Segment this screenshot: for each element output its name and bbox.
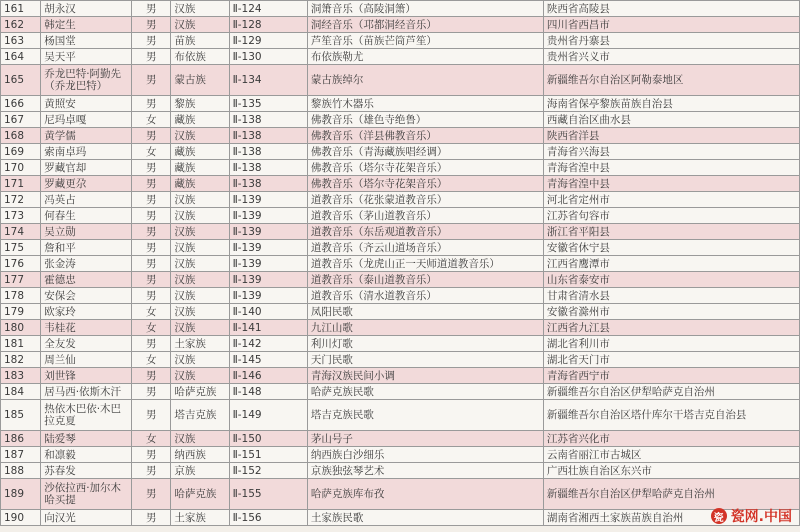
project-code-cell: Ⅱ-138 xyxy=(229,128,307,144)
row-number-cell: 170 xyxy=(1,160,41,176)
project-name-cell: 利川灯歌 xyxy=(307,336,543,352)
inheritor-name-cell: 周兰仙 xyxy=(41,352,132,368)
table-row xyxy=(1,510,800,526)
ethnicity-cell: 藏族 xyxy=(171,144,229,160)
project-name-cell: 九江山歌 xyxy=(307,320,543,336)
project-code-cell: Ⅱ-139 xyxy=(229,288,307,304)
inheritor-name-cell: 冯英占 xyxy=(41,192,132,208)
region-cell: 湖北省利川市 xyxy=(543,336,799,352)
ethnicity-cell: 汉族 xyxy=(171,256,229,272)
table-row xyxy=(1,463,800,479)
watermark xyxy=(711,506,792,526)
project-name-cell: 京族独弦琴艺术 xyxy=(307,463,543,479)
ethnicity-cell: 京族 xyxy=(171,463,229,479)
project-code-cell: Ⅱ-129 xyxy=(229,33,307,49)
ethnicity-cell: 蒙古族 xyxy=(171,65,229,96)
ethnicity-cell: 苗族 xyxy=(171,33,229,49)
table-row xyxy=(1,1,800,17)
project-name-cell: 佛教音乐（塔尔寺花架音乐） xyxy=(307,176,543,192)
table-row xyxy=(1,96,800,112)
region-cell: 陕西省高陵县 xyxy=(543,1,799,17)
inheritor-name-cell: 詹和平 xyxy=(41,240,132,256)
project-name-cell: 纳西族白沙细乐 xyxy=(307,447,543,463)
table-row xyxy=(1,144,800,160)
row-number-cell: 183 xyxy=(1,368,41,384)
row-number-cell: 173 xyxy=(1,208,41,224)
project-name-cell: 塔吉克族民歌 xyxy=(307,400,543,431)
ethnicity-cell: 布依族 xyxy=(171,49,229,65)
row-number-cell: 188 xyxy=(1,463,41,479)
table-row xyxy=(1,192,800,208)
ethnicity-cell: 汉族 xyxy=(171,304,229,320)
gender-cell: 男 xyxy=(132,510,171,526)
region-cell: 新疆维吾尔自治区伊犁哈萨克自治州 xyxy=(543,479,799,510)
inheritor-name-cell: 安保会 xyxy=(41,288,132,304)
gender-cell: 男 xyxy=(132,240,171,256)
ethnicity-cell: 哈萨克族 xyxy=(171,479,229,510)
row-number-cell: 184 xyxy=(1,384,41,400)
table-row xyxy=(1,336,800,352)
gender-cell: 男 xyxy=(132,176,171,192)
inheritor-name-cell: 欧家玲 xyxy=(41,304,132,320)
table-row xyxy=(1,224,800,240)
project-code-cell: Ⅱ-139 xyxy=(229,240,307,256)
row-number-cell: 169 xyxy=(1,144,41,160)
project-name-cell: 道教音乐（东岳观道教音乐） xyxy=(307,224,543,240)
project-name-cell: 哈萨克族库布孜 xyxy=(307,479,543,510)
row-number-cell: 179 xyxy=(1,304,41,320)
ethnicity-cell: 汉族 xyxy=(171,240,229,256)
region-cell: 新疆维吾尔自治区伊犁哈萨克自治州 xyxy=(543,384,799,400)
row-number-cell: 172 xyxy=(1,192,41,208)
project-name-cell: 茅山号子 xyxy=(307,431,543,447)
gender-cell: 女 xyxy=(132,144,171,160)
ethnicity-cell: 汉族 xyxy=(171,128,229,144)
gender-cell: 男 xyxy=(132,224,171,240)
inheritor-name-cell: 何春生 xyxy=(41,208,132,224)
ethnicity-cell: 汉族 xyxy=(171,352,229,368)
gender-cell: 男 xyxy=(132,33,171,49)
ethnicity-cell: 哈萨克族 xyxy=(171,384,229,400)
region-cell: 江西省鹰潭市 xyxy=(543,256,799,272)
ethnicity-cell: 黎族 xyxy=(171,96,229,112)
project-code-cell: Ⅱ-139 xyxy=(229,192,307,208)
region-cell: 青海省兴海县 xyxy=(543,144,799,160)
gender-cell: 女 xyxy=(132,431,171,447)
project-code-cell: Ⅱ-151 xyxy=(229,447,307,463)
gender-cell: 男 xyxy=(132,288,171,304)
table-row xyxy=(1,176,800,192)
row-number-cell: 167 xyxy=(1,112,41,128)
table-row xyxy=(1,33,800,49)
gender-cell: 男 xyxy=(132,272,171,288)
region-cell: 新疆维吾尔自治区塔什库尔干塔吉克自治县 xyxy=(543,400,799,431)
ethnicity-cell: 塔吉克族 xyxy=(171,400,229,431)
project-name-cell: 芦笙音乐（苗族芒筒芦笙） xyxy=(307,33,543,49)
table-row xyxy=(1,447,800,463)
ethnicity-cell: 汉族 xyxy=(171,288,229,304)
project-name-cell: 道教音乐（齐云山道场音乐） xyxy=(307,240,543,256)
ethnicity-cell: 汉族 xyxy=(171,224,229,240)
table-row xyxy=(1,384,800,400)
ethnicity-cell: 藏族 xyxy=(171,160,229,176)
inheritor-name-cell: 吴天平 xyxy=(41,49,132,65)
project-code-cell: Ⅱ-130 xyxy=(229,49,307,65)
region-cell: 云南省丽江市古城区 xyxy=(543,447,799,463)
inheritor-name-cell: 苏春发 xyxy=(41,463,132,479)
gender-cell: 女 xyxy=(132,112,171,128)
row-number-cell: 187 xyxy=(1,447,41,463)
row-number-cell: 165 xyxy=(1,65,41,96)
gender-cell: 女 xyxy=(132,320,171,336)
row-number-cell: 177 xyxy=(1,272,41,288)
row-number-cell: 161 xyxy=(1,1,41,17)
region-cell: 河北省定州市 xyxy=(543,192,799,208)
region-cell: 陕西省洋县 xyxy=(543,128,799,144)
project-name-cell: 道教音乐（泰山道教音乐） xyxy=(307,272,543,288)
table-row xyxy=(1,288,800,304)
region-cell: 湖北省天门市 xyxy=(543,352,799,368)
inheritor-name-cell: 尼玛卓嘎 xyxy=(41,112,132,128)
table-row xyxy=(1,49,800,65)
row-number-cell: 162 xyxy=(1,17,41,33)
project-code-cell: Ⅱ-134 xyxy=(229,65,307,96)
table-row xyxy=(1,256,800,272)
project-code-cell: Ⅱ-140 xyxy=(229,304,307,320)
project-code-cell: Ⅱ-145 xyxy=(229,352,307,368)
project-code-cell: Ⅱ-124 xyxy=(229,1,307,17)
inheritor-name-cell: 沙依拉西·加尔木哈买提 xyxy=(41,479,132,510)
project-code-cell: Ⅱ-139 xyxy=(229,256,307,272)
row-number-cell: 166 xyxy=(1,96,41,112)
ethnicity-cell: 藏族 xyxy=(171,176,229,192)
gender-cell: 男 xyxy=(132,256,171,272)
inheritor-name-cell: 居马西·依斯木汗 xyxy=(41,384,132,400)
ethnicity-cell: 汉族 xyxy=(171,431,229,447)
table-row xyxy=(1,400,800,431)
inheritor-name-cell: 陆爱琴 xyxy=(41,431,132,447)
gender-cell: 女 xyxy=(132,352,171,368)
gender-cell: 男 xyxy=(132,128,171,144)
row-number-cell: 163 xyxy=(1,33,41,49)
row-number-cell: 182 xyxy=(1,352,41,368)
inheritor-name-cell: 全友发 xyxy=(41,336,132,352)
region-cell: 安徽省休宁县 xyxy=(543,240,799,256)
project-code-cell: Ⅱ-138 xyxy=(229,144,307,160)
ethnicity-cell: 土家族 xyxy=(171,336,229,352)
ethnicity-cell: 汉族 xyxy=(171,208,229,224)
gender-cell: 男 xyxy=(132,208,171,224)
inheritor-name-cell: 热依木巴依·木巴拉克夏 xyxy=(41,400,132,431)
row-number-cell: 181 xyxy=(1,336,41,352)
inheritor-name-cell: 杨国堂 xyxy=(41,33,132,49)
project-name-cell: 洞经音乐（邛都洞经音乐） xyxy=(307,17,543,33)
ethnicity-cell: 汉族 xyxy=(171,17,229,33)
table-row xyxy=(1,352,800,368)
project-code-cell: Ⅱ-135 xyxy=(229,96,307,112)
project-name-cell: 道教音乐（茅山道教音乐） xyxy=(307,208,543,224)
project-code-cell: Ⅱ-141 xyxy=(229,320,307,336)
project-code-cell: Ⅱ-156 xyxy=(229,510,307,526)
table-row xyxy=(1,112,800,128)
region-cell: 四川省西昌市 xyxy=(543,17,799,33)
project-code-cell: Ⅱ-148 xyxy=(229,384,307,400)
inheritor-name-cell: 胡永汉 xyxy=(41,1,132,17)
row-number-cell: 174 xyxy=(1,224,41,240)
gender-cell: 男 xyxy=(132,65,171,96)
ethnicity-cell: 汉族 xyxy=(171,1,229,17)
gender-cell: 男 xyxy=(132,368,171,384)
project-code-cell: Ⅱ-150 xyxy=(229,431,307,447)
project-name-cell: 哈萨克族民歌 xyxy=(307,384,543,400)
ethnicity-cell: 纳西族 xyxy=(171,447,229,463)
row-number-cell: 164 xyxy=(1,49,41,65)
ethnicity-cell: 汉族 xyxy=(171,192,229,208)
project-name-cell: 洞箫音乐（高陵洞箫） xyxy=(307,1,543,17)
inheritor-name-cell: 索南卓玛 xyxy=(41,144,132,160)
gender-cell: 男 xyxy=(132,463,171,479)
project-code-cell: Ⅱ-139 xyxy=(229,272,307,288)
project-name-cell: 青海汉族民间小调 xyxy=(307,368,543,384)
project-name-cell: 佛教音乐（洋县佛教音乐） xyxy=(307,128,543,144)
inheritor-name-cell: 韩定生 xyxy=(41,17,132,33)
region-cell: 青海省湟中县 xyxy=(543,176,799,192)
ethnicity-cell: 汉族 xyxy=(171,272,229,288)
project-code-cell: Ⅱ-149 xyxy=(229,400,307,431)
table-row xyxy=(1,272,800,288)
ethnicity-cell: 汉族 xyxy=(171,320,229,336)
table-row xyxy=(1,128,800,144)
pottery-logo-icon: 瓷 xyxy=(711,508,727,524)
project-code-cell: Ⅱ-152 xyxy=(229,463,307,479)
project-name-cell: 佛教音乐（青海藏族唱经调） xyxy=(307,144,543,160)
project-name-cell: 佛教音乐（雄色寺绝鲁） xyxy=(307,112,543,128)
project-name-cell: 道教音乐（龙虎山正一天师道道教音乐） xyxy=(307,256,543,272)
region-cell: 湖南省湘西土家族苗族自治州 xyxy=(543,510,799,526)
table-row xyxy=(1,320,800,336)
region-cell: 西藏自治区曲水县 xyxy=(543,112,799,128)
project-code-cell: Ⅱ-146 xyxy=(229,368,307,384)
inheritor-name-cell: 黄学儒 xyxy=(41,128,132,144)
gender-cell: 男 xyxy=(132,96,171,112)
region-cell: 贵州省丹寨县 xyxy=(543,33,799,49)
table-row xyxy=(1,208,800,224)
table-row xyxy=(1,431,800,447)
inheritor-name-cell: 向汉光 xyxy=(41,510,132,526)
region-cell: 江西省九江县 xyxy=(543,320,799,336)
project-name-cell: 蒙古族绰尔 xyxy=(307,65,543,96)
project-code-cell: Ⅱ-139 xyxy=(229,224,307,240)
row-number-cell: 180 xyxy=(1,320,41,336)
project-code-cell: Ⅱ-142 xyxy=(229,336,307,352)
row-number-cell: 178 xyxy=(1,288,41,304)
region-cell: 广西壮族自治区东兴市 xyxy=(543,463,799,479)
row-number-cell: 186 xyxy=(1,431,41,447)
region-cell: 山东省泰安市 xyxy=(543,272,799,288)
gender-cell: 男 xyxy=(132,192,171,208)
gender-cell: 男 xyxy=(132,400,171,431)
table-row xyxy=(1,304,800,320)
gender-cell: 男 xyxy=(132,1,171,17)
gender-cell: 男 xyxy=(132,336,171,352)
project-code-cell: Ⅱ-128 xyxy=(229,17,307,33)
table-row xyxy=(1,160,800,176)
region-cell: 青海省湟中县 xyxy=(543,160,799,176)
gender-cell: 男 xyxy=(132,49,171,65)
gender-cell: 女 xyxy=(132,304,171,320)
inheritor-name-cell: 黄照安 xyxy=(41,96,132,112)
ethnicity-cell: 汉族 xyxy=(171,368,229,384)
project-name-cell: 黎族竹木器乐 xyxy=(307,96,543,112)
inheritor-name-cell: 和凛毅 xyxy=(41,447,132,463)
project-name-cell: 道教音乐（花张蒙道教音乐） xyxy=(307,192,543,208)
project-name-cell: 凤阳民歌 xyxy=(307,304,543,320)
project-code-cell: Ⅱ-138 xyxy=(229,112,307,128)
region-cell: 甘肃省清水县 xyxy=(543,288,799,304)
inheritor-name-cell: 罗藏更尕 xyxy=(41,176,132,192)
table-row xyxy=(1,65,800,96)
gender-cell: 男 xyxy=(132,160,171,176)
region-cell: 江苏省兴化市 xyxy=(543,431,799,447)
row-number-cell: 168 xyxy=(1,128,41,144)
project-code-cell: Ⅱ-138 xyxy=(229,176,307,192)
row-number-cell: 175 xyxy=(1,240,41,256)
inheritor-name-cell: 罗藏官却 xyxy=(41,160,132,176)
region-cell: 安徽省滁州市 xyxy=(543,304,799,320)
gender-cell: 男 xyxy=(132,479,171,510)
gender-cell: 男 xyxy=(132,447,171,463)
table-body xyxy=(1,1,800,526)
row-number-cell: 171 xyxy=(1,176,41,192)
ethnicity-cell: 藏族 xyxy=(171,112,229,128)
project-code-cell: Ⅱ-139 xyxy=(229,208,307,224)
region-cell: 青海省西宁市 xyxy=(543,368,799,384)
row-number-cell: 185 xyxy=(1,400,41,431)
region-cell: 浙江省平阳县 xyxy=(543,224,799,240)
row-number-cell: 176 xyxy=(1,256,41,272)
ethnicity-cell: 土家族 xyxy=(171,510,229,526)
project-name-cell: 土家族民歌 xyxy=(307,510,543,526)
table-row xyxy=(1,17,800,33)
inheritor-name-cell: 韦桂花 xyxy=(41,320,132,336)
table-row xyxy=(1,479,800,510)
row-number-cell: 189 xyxy=(1,479,41,510)
region-cell: 海南省保亭黎族苗族自治县 xyxy=(543,96,799,112)
project-name-cell: 布依族勒尤 xyxy=(307,49,543,65)
inheritor-name-cell: 乔龙巴特·阿勤先（乔龙巴特） xyxy=(41,65,132,96)
gender-cell: 男 xyxy=(132,17,171,33)
inheritor-name-cell: 刘世锋 xyxy=(41,368,132,384)
project-name-cell: 道教音乐（清水道教音乐） xyxy=(307,288,543,304)
table-row xyxy=(1,240,800,256)
project-name-cell: 天门民歌 xyxy=(307,352,543,368)
region-cell: 江苏省句容市 xyxy=(543,208,799,224)
region-cell: 新疆维吾尔自治区阿勒泰地区 xyxy=(543,65,799,96)
table-row xyxy=(1,368,800,384)
watermark-text: 瓷网.中国 xyxy=(730,509,792,525)
project-code-cell: Ⅱ-138 xyxy=(229,160,307,176)
row-number-cell: 190 xyxy=(1,510,41,526)
project-code-cell: Ⅱ-155 xyxy=(229,479,307,510)
project-name-cell: 佛教音乐（塔尔寺花架音乐） xyxy=(307,160,543,176)
inheritor-name-cell: 吴立勋 xyxy=(41,224,132,240)
gender-cell: 男 xyxy=(132,384,171,400)
inheritor-name-cell: 张金涛 xyxy=(41,256,132,272)
region-cell: 贵州省兴义市 xyxy=(543,49,799,65)
inheritor-name-cell: 霍德忠 xyxy=(41,272,132,288)
